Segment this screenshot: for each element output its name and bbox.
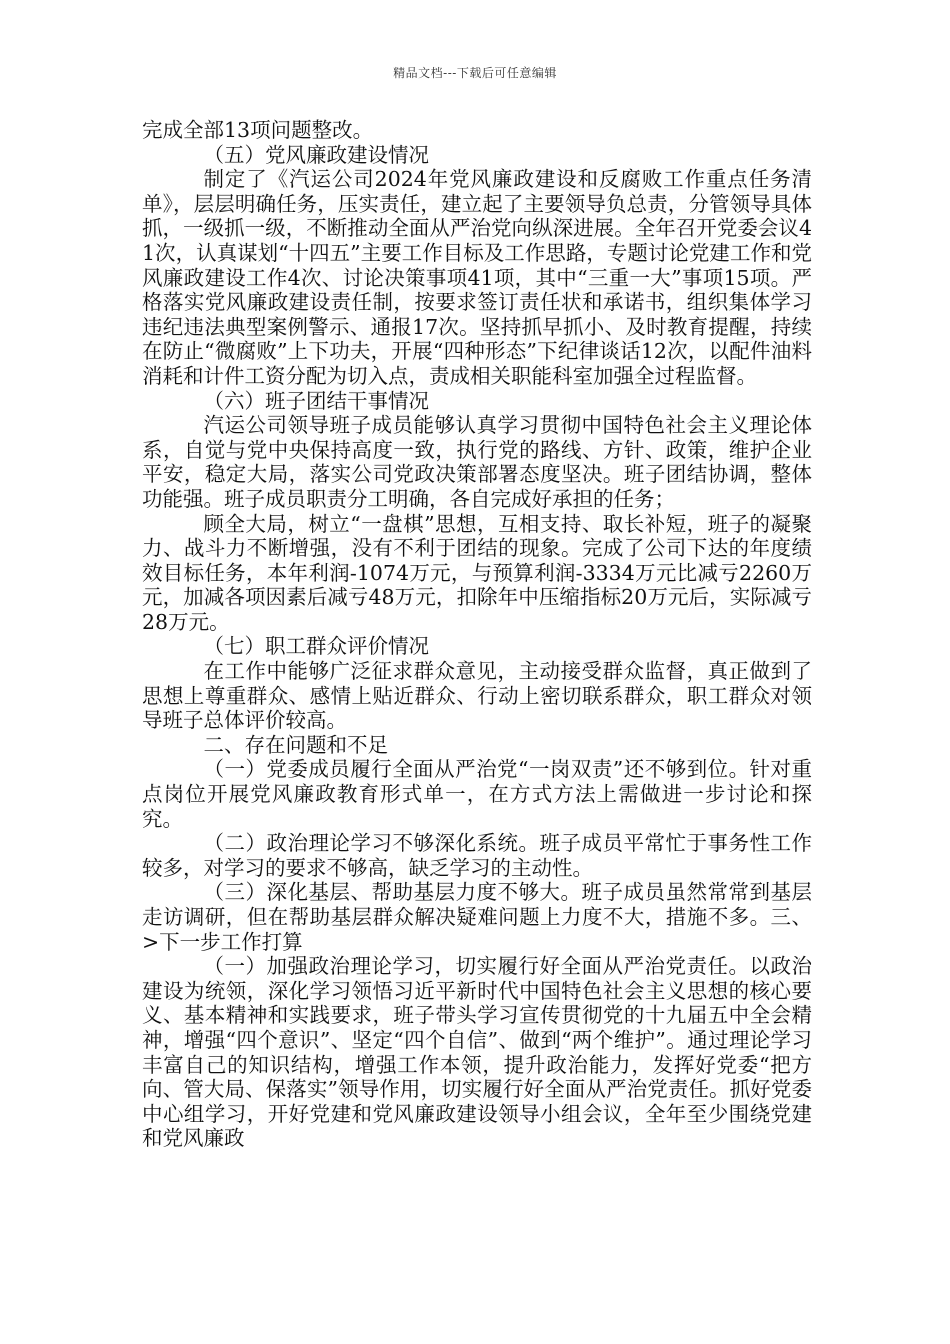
page-header-note: 精品文档---下载后可任意编辑 [393,66,557,80]
paragraph-continuation: 完成全部13项问题整改。 [142,118,374,142]
paragraph-staff-evaluation: 在工作中能够广泛征求群众意见，主动接受群众监督，真正做到了思想上尊重群众、感情上贴近群众、行动上密切联系群众，职工群众对领导班子总体评价较高。 [142,659,812,733]
paragraph-team-performance: 顾全大局，树立“一盘棋”思想，互相支持、取长补短，班子的凝聚力、战斗力不断增强，没有不利于团结的现象。完成了公司下达的年度绩效目标任务，本年利润-1074万元，与预算利润-3334万元比减亏2260万元，加减各项因素后减亏48万元，扣除年中压缩指标20万元后，实际减亏28万元。 [142,511,812,634]
paragraph-next-step-1: （一）加强政治理论学习，切实履行好全面从严治党责任。以政治建设为统领，深化学习领悟习近平新时代中国特色社会主义思想的核心要义、基本精神和实践要求，班子带头学习宣传贯彻党的十九届五中全会精神，增强“四个意识”、坚定“四个自信”、做到“两个维护”。通过理论学习丰富自己的知识结构，增强工作本领，提升政治能力，发挥好党委“把方向、管大局、保落实”领导作用，切实履行好全面从严治党责任。抓好党委中心组学习，开好党建和党风廉政建设领导小组会议，全年至少围绕党建和党风廉政 [142,954,812,1151]
document-body [142,118,812,1151]
paragraph-problem-1: （一）党委成员履行全面从严治党“一岗双责”还不够到位。针对重点岗位开展党风廉政教育形式单一，在方式方法上需做进一步讨论和探究。 [142,757,812,831]
paragraph-party-conduct: 制定了《汽运公司2024年党风廉政建设和反腐败工作重点任务清单》，层层明确任务，压实责任，建立起了主要领导负总责，分管领导具体抓，一级抓一级，不断推动全面从严治党向纵深进展。全年召开党委会议41次，认真谋划“十四五”主要工作目标及工作思路，专题讨论党建工作和党风廉政建设工作4次、讨论决策事项41项，其中“三重一大”事项15项。严格落实党风廉政建设责任制，按要求签订责任状和承诺书，组织集体学习违纪违法典型案例警示、通报17次。坚持抓早抓小、及时教育提醒，持续在防止“微腐败”上下功夫，开展“四种形态”下纪律谈话12次，以配件油料消耗和计件工资分配为切入点，责成相关职能科室加强全过程监督。 [142,167,812,388]
paragraph-problem-2: （二）政治理论学习不够深化系统。班子成员平常忙于事务性工作较多，对学习的要求不够高，缺乏学习的主动性。 [142,831,812,880]
section-heading-problems: 二、存在问题和不足 [203,732,388,757]
paragraph-problem-3: （三）深化基层、帮助基层力度不够大。班子成员虽然常常到基层走访调研，但在帮助基层群众解决疑难问题上力度不大，措施不多。三、>下一步工作打算 [142,880,812,954]
section-heading-6: （六）班子团结干事情况 [203,388,429,413]
section-heading-7: （七）职工群众评价情况 [203,634,429,659]
paragraph-team-unity: 汽运公司领导班子成员能够认真学习贯彻中国特色社会主义理论体系，自觉与党中央保持高度一致，执行党的路线、方针、政策，维护企业平安，稳定大局，落实公司党政决策部署态度坚决。班子团结协调，整体功能强。班子成员职责分工明确，各自完成好承担的任务； [142,413,812,511]
section-heading-5: （五）党风廉政建设情况 [203,142,429,167]
